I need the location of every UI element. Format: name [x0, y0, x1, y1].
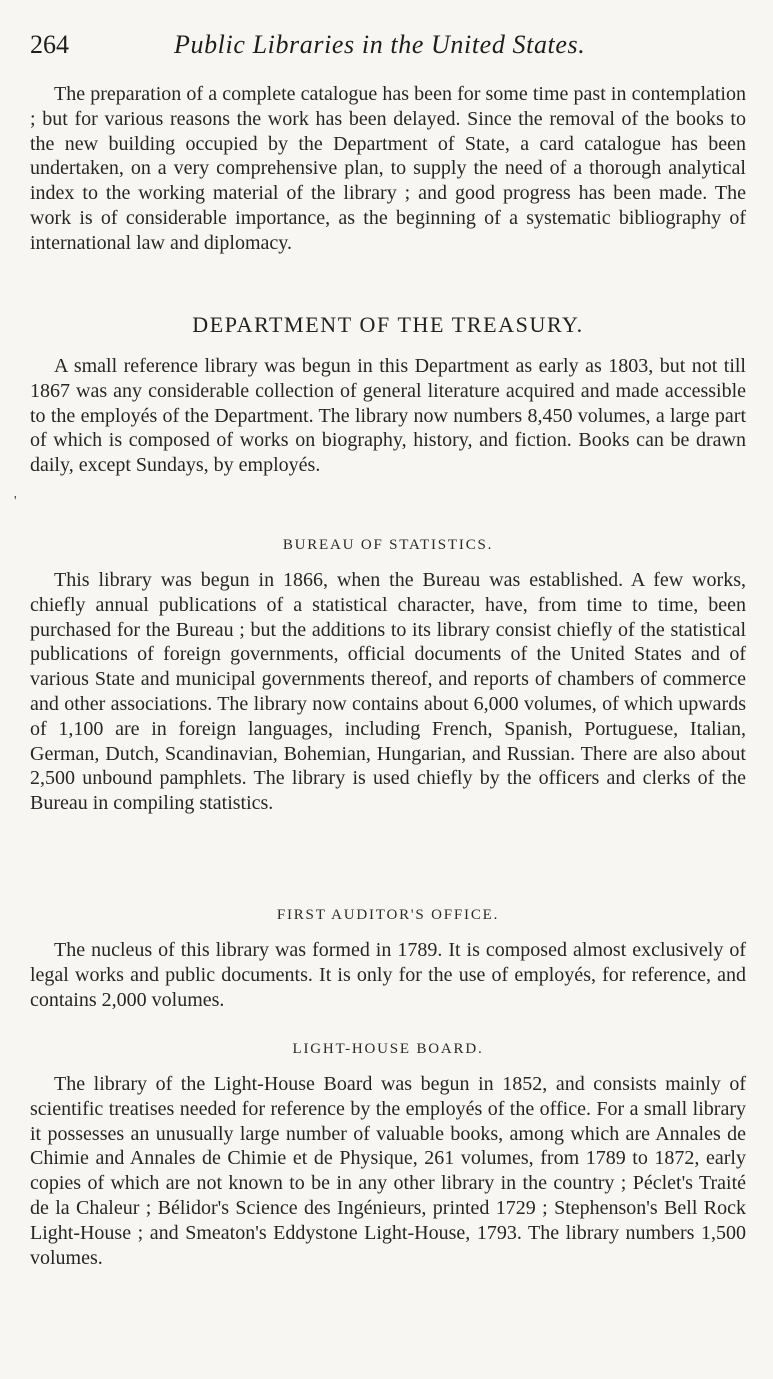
sub-heading-statistics: BUREAU OF STATISTICS. — [282, 537, 494, 553]
statistics-section — [30, 568, 746, 816]
auditor-section — [30, 938, 746, 1012]
section-heading-treasury: DEPARTMENT OF THE TREASURY. — [192, 312, 584, 337]
light-house-paragraph: The library of the Light-House Board was begun in 1852, and consists mainly of scientific treatises needed for reference by the employés of the office. For a small library it possesses an unusually large number of valuable books, among which are Annales de Chimie and Annales de Chimie et de Physique, 261 volumes, from 1789 to 1872, early copies of which are not known to be in any other library in the country ; Péclet's Traité de la Chaleur ; Bélidor's Science des Ingénieurs, printed 1729 ; Stephenson's Bell Rock Light-House ; and Smeaton's Eddystone Light-House, 1793. The library numbers 1,500 volumes. — [30, 1073, 746, 1269]
treasury-paragraph: A small reference library was begun in this Department as early as 1803, but not till 1867 was any considerable collection of general literature acquired and made accessible to the employés of the Department. The library now numbers 8,450 volumes, a large part of which is composed of works on biography, history, and fiction. Books can be drawn daily, except Sundays, by employés. — [30, 355, 746, 477]
sub-heading-first-auditor: FIRST AUDITOR'S OFFICE. — [276, 907, 500, 923]
statistics-paragraph: This library was begun in 1866, when the Bureau was established. A few works, chiefly annual publications of a statistical character, have, from time to time, been purchased for the Bureau ; but the additions to its library consist chiefly of the statistical publications of foreign governments, official documents of the United States and of various State and municipal governments thereof, and reports of chambers of commerce and other associations. The library now contains about 6,000 volumes, of which upwards of 1,100 are in foreign languages, including French, Spanish, Portuguese, Italian, German, Dutch, Scandinavian, Bohemian, Hungarian, and Russian. There are also about 2,500 unbound pamphlets. The library is used chiefly by the officers and clerks of the Bureau in compiling statistics. — [30, 569, 746, 815]
auditor-paragraph: The nucleus of this library was formed in 1789. It is composed almost exclusively of legal works and public documents. It is only for the use of employés, for reference, and contains 2,000 volumes. — [30, 939, 746, 1011]
light-house-section — [30, 1072, 746, 1270]
sub-heading-light-house: LIGHT-HOUSE BOARD. — [292, 1041, 484, 1057]
margin-mark: ' — [14, 494, 17, 509]
treasury-section — [30, 354, 746, 478]
intro-paragraph: The preparation of a complete catalogue has been for some time past in contemplation ; but for various reasons the work has been delayed. Since the removal of the books to the new building occupied by the Department of State, a card catalogue has been undertaken, on a very comprehensive plan, to supply the need of a thorough analytical index to the working material of the library ; and good progress has been made. The work is of considerable importance, as the beginning of a systematic bibliography of international law and diplomacy. — [30, 83, 746, 254]
running-title: Public Libraries in the United States. — [174, 30, 586, 59]
running-head — [30, 30, 750, 66]
page-number: 264 — [30, 30, 69, 59]
intro-section — [30, 82, 746, 256]
